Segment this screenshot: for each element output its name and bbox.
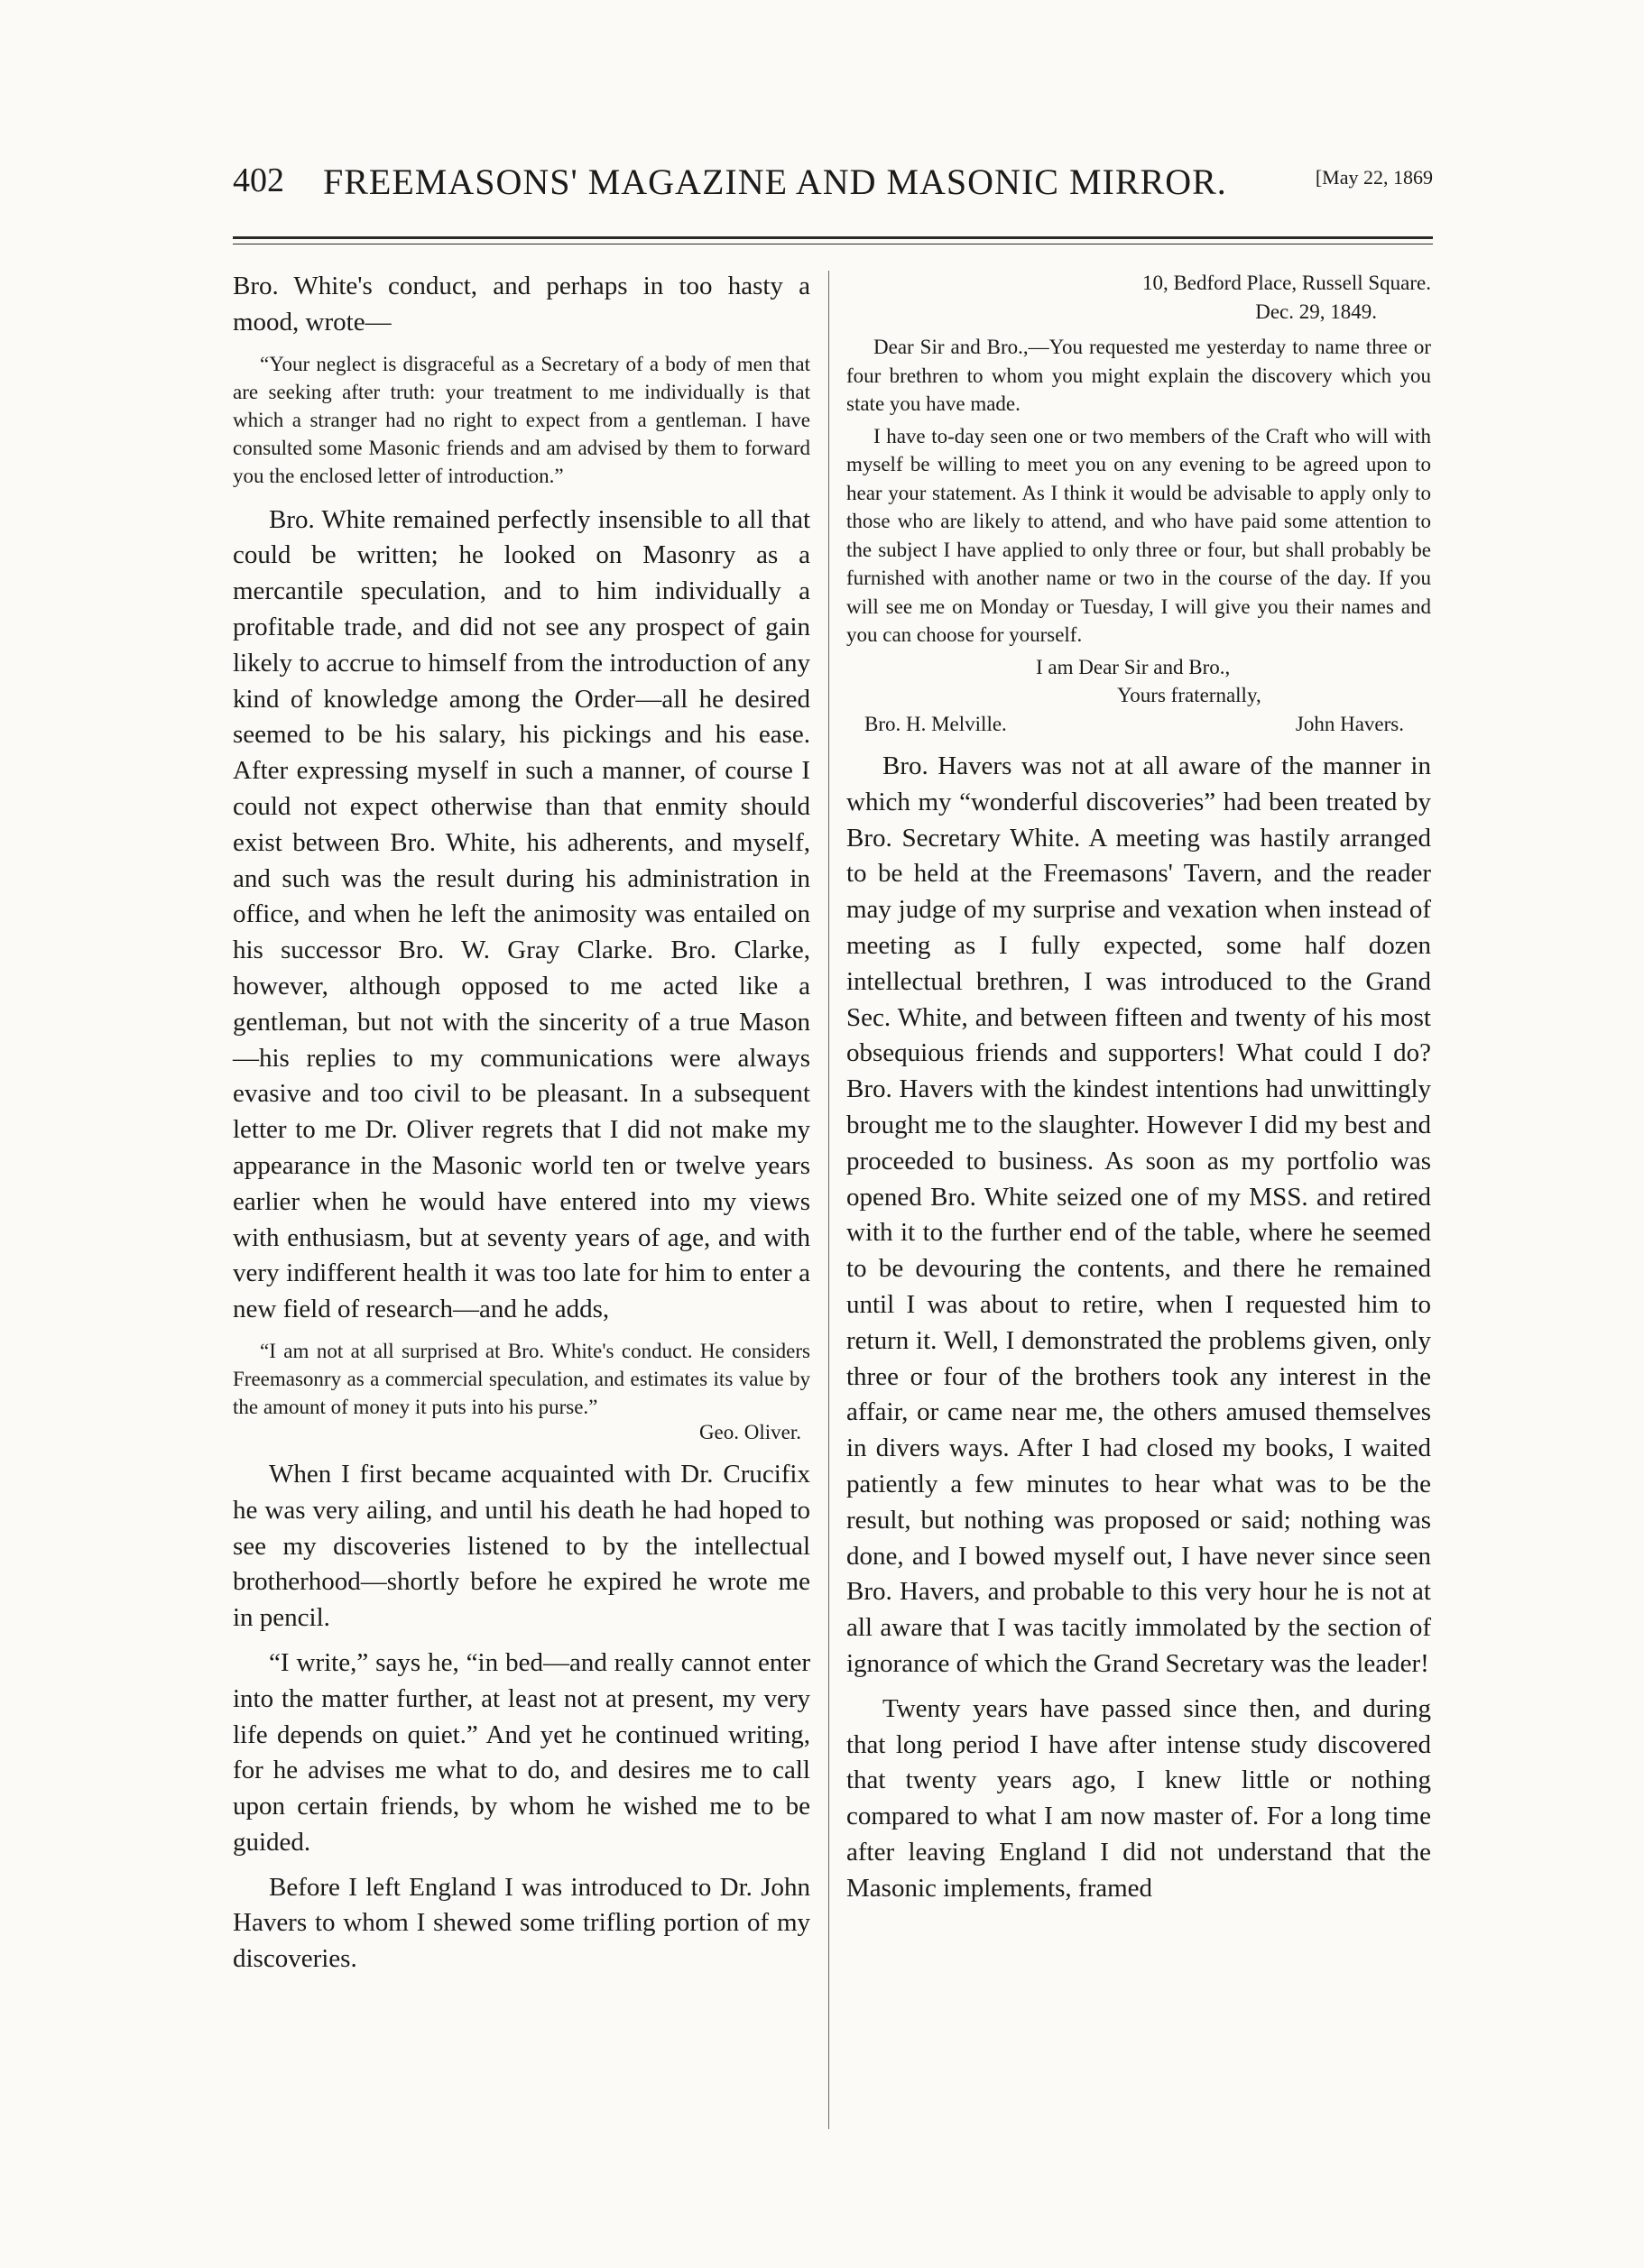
letter-date: Dec. 29, 1849. [1255, 300, 1377, 323]
masthead-title: FREEMASONS' MAGAZINE AND MASONIC MIRROR. [323, 161, 1227, 202]
page-number: 402 [233, 161, 284, 199]
letter [846, 269, 1431, 738]
paragraph: Bro. Havers was not at all aware of the manner in which my “wonderful discoveries” had been treated by Bro. Secretary White. A meeting was hastily arranged to be held at the Freemasons' Tavern, and the reader may judge of my surprise and vexation when instead of meeting as I fully expected, some half dozen intellectual brethren, I was introduced to the Grand Sec. White, and between fifteen and twenty of his most obsequious friends and supporters! What could I do? Bro. Havers with the kindest intentions had unwittingly brought me to the slaughter. However I did my best and proceeded to business. As soon as my portfolio was opened Bro. White seized one of my MSS. and retired with it to the further end of the table, where he seemed to be devouring the contents, and there he remained until I was about to retire, when I requested him to return it. Well, I demonstrated the problems given, only three or four of the brothers took any interest in the affair, or came near me, the others amused themselves in divers ways. After I had closed my books, I waited patiently a few minutes to hear what was to be the result, but nothing was proposed or said; nothing was done, and I bowed myself out, I have never since seen Bro. Havers, and probable to this very hour he is not at all aware that I was tacitly immolated by the section of ignorance of which the Grand Secretary was the leader! [846, 751, 1431, 1678]
letter-closing: I am Dear Sir and Bro., [1036, 655, 1231, 678]
letter-paragraph: I have to-day seen one or two members of the Craft who will with myself be willing to meet you on any evening to be agreed upon to hear your statement. As I think it would be advisable to apply only to those who are likely to attend, and who have paid some attention to the subject I have applied to only three or four, but shall probably be furnished with another name or two in the course of the day. If you will see me on Monday or Tuesday, I will give you their names and you can choose for yourself. [846, 424, 1431, 646]
paragraph: Twenty years have passed since then, and during that long period I have after intense study discovered that twenty years ago, I knew little or nothing compared to what I am now master of. For a long time after leaving England I did not understand that the Masonic implements, framed [846, 1693, 1431, 1903]
paragraph: Bro. White's conduct, and perhaps in too hasty a mood, wrote— [233, 272, 810, 337]
right-column [846, 269, 1431, 1916]
letter-signature: John Havers. [1295, 712, 1404, 735]
letter-closing: Yours fraternally, [1117, 684, 1261, 706]
paragraph: When I first became acquainted with Dr. Crucifix he was very ailing, and until his death he had hoped to see my discoveries listened to by the intellectual brotherhood—shortly before he expired he wrote me in pencil. [233, 1459, 810, 1633]
left-column [233, 269, 810, 1987]
block-quote: “I am not at all surprised at Bro. White's conduct. He considers Freemasonry as a commercial speculation, and estimates its value by the amount of money it puts into his purse.” [233, 1339, 810, 1418]
quote-signature: Geo. Oliver. [698, 1420, 801, 1443]
page-header [233, 161, 1433, 224]
paragraph: Bro. White remained perfectly insensible to all that could be written; he looked on Masonry as a mercantile speculation, and to him individually a profitable trade, and did not see any prospect of gain likely to accrue to himself from the introduction of any kind of knowledge among the Order—all he desired seemed to be his salary, his pickings and his ease. After expressing myself in such a manner, of course I could not expect otherwise than that enmity should exist between Bro. White, his adherents, and myself, and such was the result during his administration in office, and when he left the animosity was entailed on his successor Bro. W. Gray Clarke. Bro. Clarke, however, although opposed to me acted like a gentleman, but not with the sincerity of a true Mason—his replies to my communications were always evasive and too civil to be pleasant. In a subsequent letter to me Dr. Oliver regrets that I did not make my appearance in the Masonic world ten or twelve years earlier when he would have entered into my views with enthusiasm, but at seventy years of age, and with very indifferent health it was too late for him to enter a new field of research—and he adds, [233, 504, 810, 1324]
letter-address: 10, Bedford Place, Russell Square. [1141, 272, 1431, 294]
column-divider [828, 271, 829, 2129]
letter-signature-row [846, 710, 1431, 739]
letter-recipient: Bro. H. Melville. [864, 712, 1007, 735]
issue-date: [May 22, 1869 [1315, 166, 1433, 189]
header-rule [233, 236, 1433, 239]
block-quote: “Your neglect is disgraceful as a Secretary of a body of men that are seeking after truth: your treatment to me individually is that which a stranger had no right to expect from a gentleman. I have consulted some Masonic friends and am advised by them to forward you the enclosed letter of introduction.” [233, 352, 810, 487]
letter-paragraph: Dear Sir and Bro.,—You requested me yesterday to name three or four brethren to whom you might explain the discovery which you state you have made. [846, 336, 1431, 415]
paragraph: “I write,” says he, “in bed—and really cannot enter into the matter further, at least not at present, my very life depends on quiet.” And yet he continued writing, for he advises me what to do, and desires me to call upon certain friends, by whom he wished me to be guided. [233, 1647, 810, 1857]
paragraph: Before I left England I was introduced to Dr. John Havers to whom I shewed some trifling portion of my discoveries. [233, 1872, 810, 1974]
